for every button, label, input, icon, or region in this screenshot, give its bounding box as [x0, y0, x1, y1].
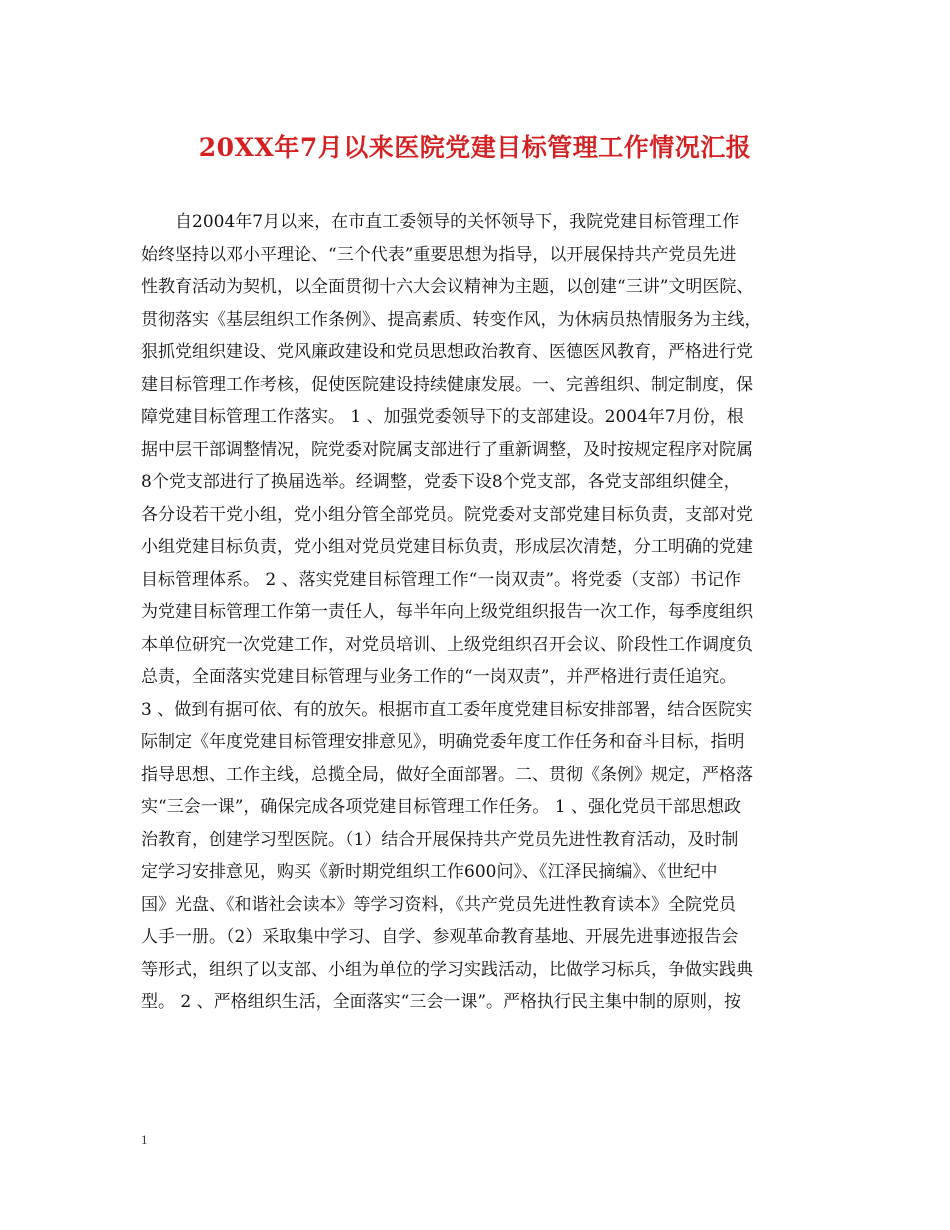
body-line: 为党建目标管理工作第一责任人，每半年向上级党组织报告一次工作，每季度组织 [141, 602, 753, 622]
body-line: 自2004年7月以来，在市直工委领导的关怀领导下，我院党建目标管理工作 [175, 212, 740, 232]
body-line: 目标管理体系。 2 、落实党建目标管理工作“一岗双责”。将党委（支部）书记作 [141, 569, 742, 590]
page-number: 1 [141, 1132, 148, 1147]
body-line: 障党建目标管理工作落实。 1 、加强党委领导下的支部建设。2004年7月份，根 [141, 407, 744, 427]
body-line: 指导思想、工作主线，总揽全局，做好全面部署。二、贯彻《条例》规定，严格落 [141, 764, 753, 785]
body-line: 8个党支部进行了换届选举。经调整，党委下设8个党支部，各党支部组织健全， [141, 472, 741, 492]
body-line: 实“三会一课”，确保完成各项党建目标管理工作任务。 1 、强化党员干部思想政 [141, 797, 742, 817]
body-line: 性教育活动为契机，以全面贯彻十六大会议精神为主题，以创建“三讲”文明医院、 [141, 277, 754, 297]
body-line: 小组党建目标负责，党小组对党员党建目标负责，形成层次清楚，分工明确的党建 [141, 537, 753, 557]
document-title: 20XX年7月以来医院党建目标管理工作情况汇报 [198, 133, 752, 162]
body-line: 据中层干部调整情况，院党委对院属支部进行了重新调整，及时按规定程序对院属 [141, 439, 753, 460]
body-line: 治教育，创建学习型医院。（1）结合开展保持共产党员先进性教育活动，及时制 [141, 829, 739, 850]
body-line: 本单位研究一次党建工作，对党员培训、上级党组织召开会议、阶段性工作调度负 [141, 634, 753, 655]
body-line: 人手一册。（2）采取集中学习、自学、参观革命教育基地、开展先进事迹报告会 [141, 927, 739, 947]
body-line: 型。 2 、严格组织生活，全面落实“三会一课”。严格执行民主集中制的原则，按 [141, 992, 742, 1012]
body-line: 狠抓党组织建设、党风廉政建设和党员思想政治教育、医德医风教育，严格进行党 [141, 342, 753, 362]
document-body [141, 206, 813, 1019]
body-line: 国》光盘、《和谐社会读本》等学习资料，《共产党员先进性教育读本》全院党员 [141, 894, 736, 915]
body-line: 定学习安排意见，购买《新时期党组织工作600问》、《江泽民摘编》、《世纪中 [141, 862, 718, 882]
body-line: 总责，全面落实党建目标管理与业务工作的“一岗双责”，并严格进行责任追究。 [141, 667, 737, 687]
body-line: 3 、做到有据可依、有的放矢。根据市直工委年度党建目标安排部署，结合医院实 [141, 699, 753, 720]
body-line: 建目标管理工作考核，促使医院建设持续健康发展。一、完善组织、制定制度，保 [141, 374, 753, 395]
body-line: 际制定《年度党建目标管理安排意见》，明确党委年度工作任务和奋斗目标，指明 [141, 732, 745, 752]
body-line: 各分设若干党小组，党小组分管全部党员。院党委对支部党建目标负责，支部对党 [141, 504, 753, 525]
body-line: 等形式，组织了以支部、小组为单位的学习实践活动，比做学习标兵，争做实践典 [141, 959, 753, 980]
body-line: 贯彻落实《基层组织工作条例》、提高素质、转变作风，为休病员热情服务为主线， [141, 309, 762, 330]
body-line: 始终坚持以邓小平理论、“三个代表”重要思想为指导，以开展保持共产党员先进 [141, 244, 737, 265]
